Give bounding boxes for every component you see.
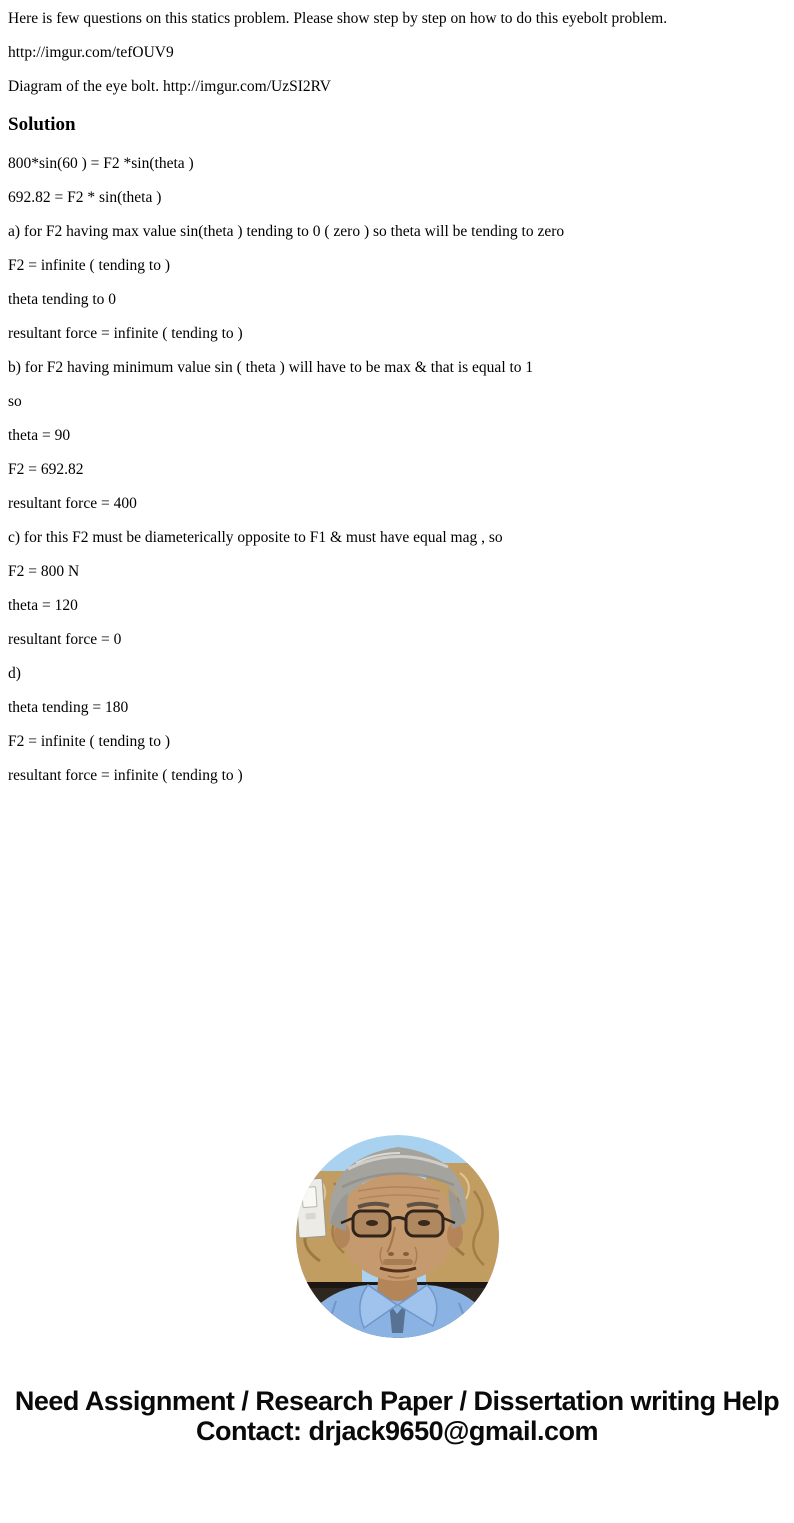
solution-line: F2 = 692.82 <box>8 461 84 478</box>
solution-line: resultant force = 400 <box>8 495 137 512</box>
avatar-container <box>8 1135 786 1338</box>
imgur-url-problem: http://imgur.com/tefOUV9 <box>8 44 174 61</box>
solution-line: so <box>8 393 22 410</box>
solution-line: F2 = 800 N <box>8 563 80 580</box>
solution-line: d) <box>8 665 21 682</box>
question-text: Here is few questions on this statics problem. Please show step by step on how to do this eyebolt problem. <box>8 10 668 27</box>
solution-line: theta = 120 <box>8 597 78 614</box>
imgur-url-diagram: Diagram of the eye bolt. http://imgur.com/UzSI2RV <box>8 78 331 95</box>
solution-line: F2 = infinite ( tending to ) <box>8 733 171 750</box>
solution-heading: Solution <box>8 114 76 135</box>
solution-line: c) for this F2 must be diameterically opposite to F1 & must have equal mag , so <box>8 529 503 546</box>
footer-ad <box>12 1386 782 1446</box>
solution-line: F2 = infinite ( tending to ) <box>8 257 171 274</box>
solution-line: theta tending = 180 <box>8 699 129 716</box>
avatar <box>296 1135 499 1338</box>
footer-help-text: Need Assignment / Research Paper / Dissertation writing Help <box>14 1386 780 1416</box>
solution-line: resultant force = infinite ( tending to ) <box>8 325 243 342</box>
solution-line: theta tending to 0 <box>8 291 117 308</box>
solution-line: theta = 90 <box>8 427 71 444</box>
solution-section <box>8 155 786 785</box>
tutor-photo-illustration <box>296 1135 499 1338</box>
footer-contact-email: Contact: drjack9650@gmail.com <box>196 1416 598 1446</box>
solution-line: b) for F2 having minimum value sin ( theta ) will have to be max & that is equal to 1 <box>8 359 534 376</box>
solution-line: 800*sin(60 ) = F2 *sin(theta ) <box>8 155 194 172</box>
solution-line: resultant force = infinite ( tending to ) <box>8 767 243 784</box>
solution-line: 692.82 = F2 * sin(theta ) <box>8 189 162 206</box>
solution-line: resultant force = 0 <box>8 631 122 648</box>
wall-panel <box>296 1178 326 1238</box>
question-section <box>8 10 786 96</box>
solution-line: a) for F2 having max value sin(theta ) tending to 0 ( zero ) so theta will be tending to zero <box>8 223 565 240</box>
